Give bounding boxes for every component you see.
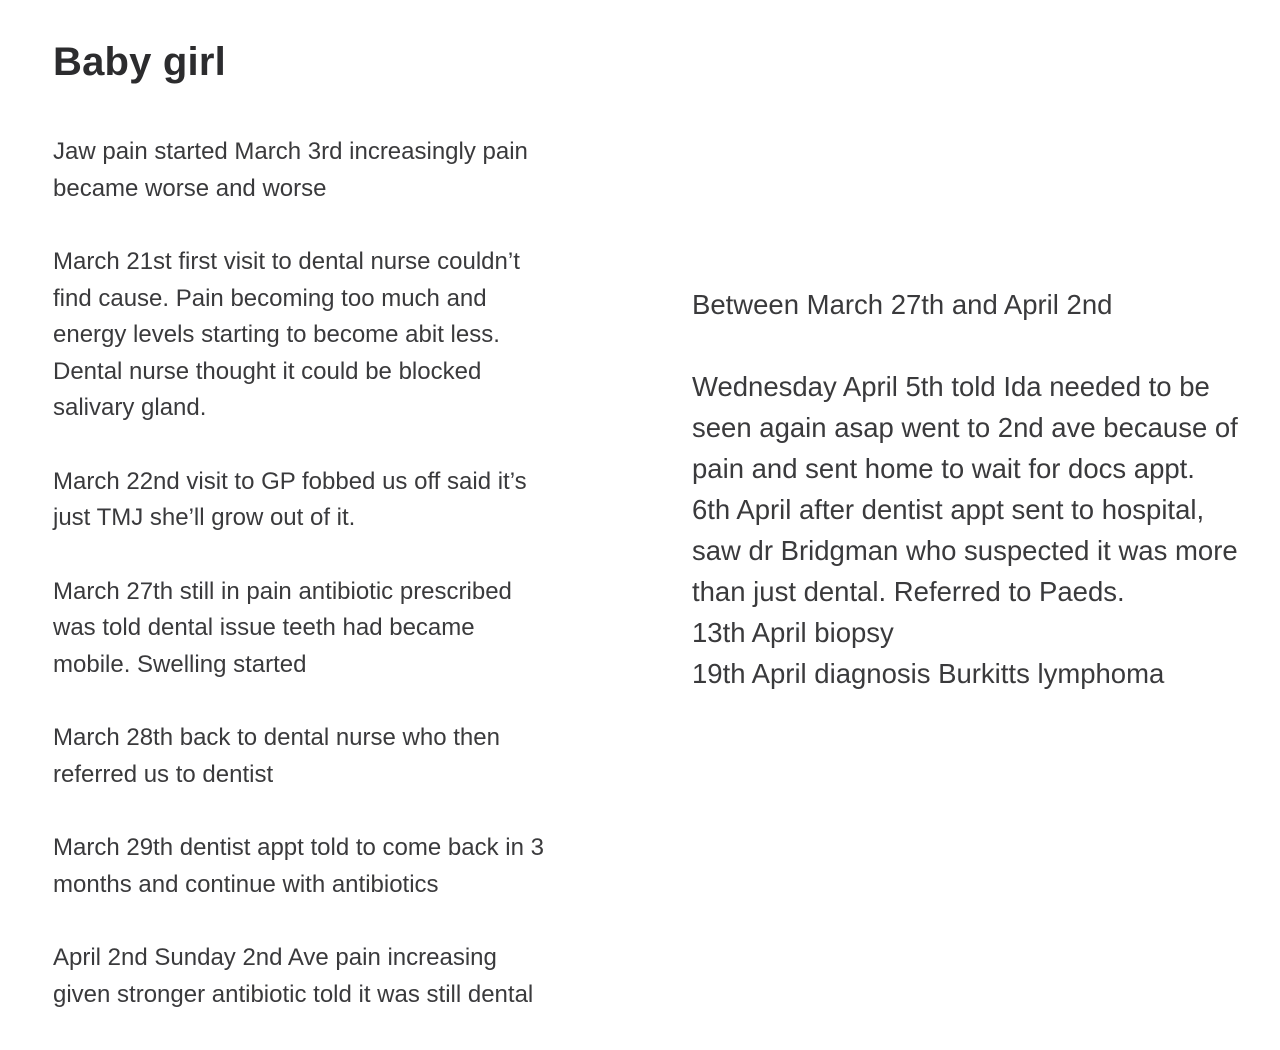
note-paragraph: March 22nd visit to GP fobbed us off said it’s just TMJ she’ll grow out of it. [53, 467, 527, 531]
left-column [53, 134, 613, 1050]
right-heading: Between March 27th and April 2nd [692, 289, 1113, 320]
note-line: than just dental. Referred to Paeds. [692, 576, 1125, 607]
note-line: 19th April diagnosis Burkitts lymphoma [692, 658, 1165, 689]
note-paragraph: March 29th dentist appt told to come back in 3 months and continue with antibiotics [53, 834, 544, 898]
note-line: Wednesday April 5th told Ida needed to be [692, 371, 1210, 402]
note-line: saw dr Bridgman who suspected it was more [692, 535, 1238, 566]
note-line: 6th April after dentist appt sent to hospital, [692, 494, 1205, 525]
note-paragraph: March 28th back to dental nurse who then referred us to dentist [53, 724, 500, 788]
right-column [692, 284, 1280, 694]
note-paragraph: Jaw pain started March 3rd increasingly pain became worse and worse [53, 138, 528, 202]
note-line: pain and sent home to wait for docs appt. [692, 453, 1195, 484]
note-paragraph: March 27th still in pain antibiotic prescribed was told dental issue teeth had became mobile. Swelling started [53, 577, 512, 678]
note-line: 13th April biopsy [692, 617, 894, 648]
note-line: seen again asap went to 2nd ave because of [692, 412, 1238, 443]
note-paragraph: March 21st first visit to dental nurse couldn’t find cause. Pain becoming too much and energy levels starting to become abit less. Dental nurse thought it could be blocked salivary gland. [53, 248, 520, 421]
note-title: Baby girl [53, 40, 226, 84]
note-paragraph: April 2nd Sunday 2nd Ave pain increasing given stronger antibiotic told it was still dental [53, 944, 534, 1008]
